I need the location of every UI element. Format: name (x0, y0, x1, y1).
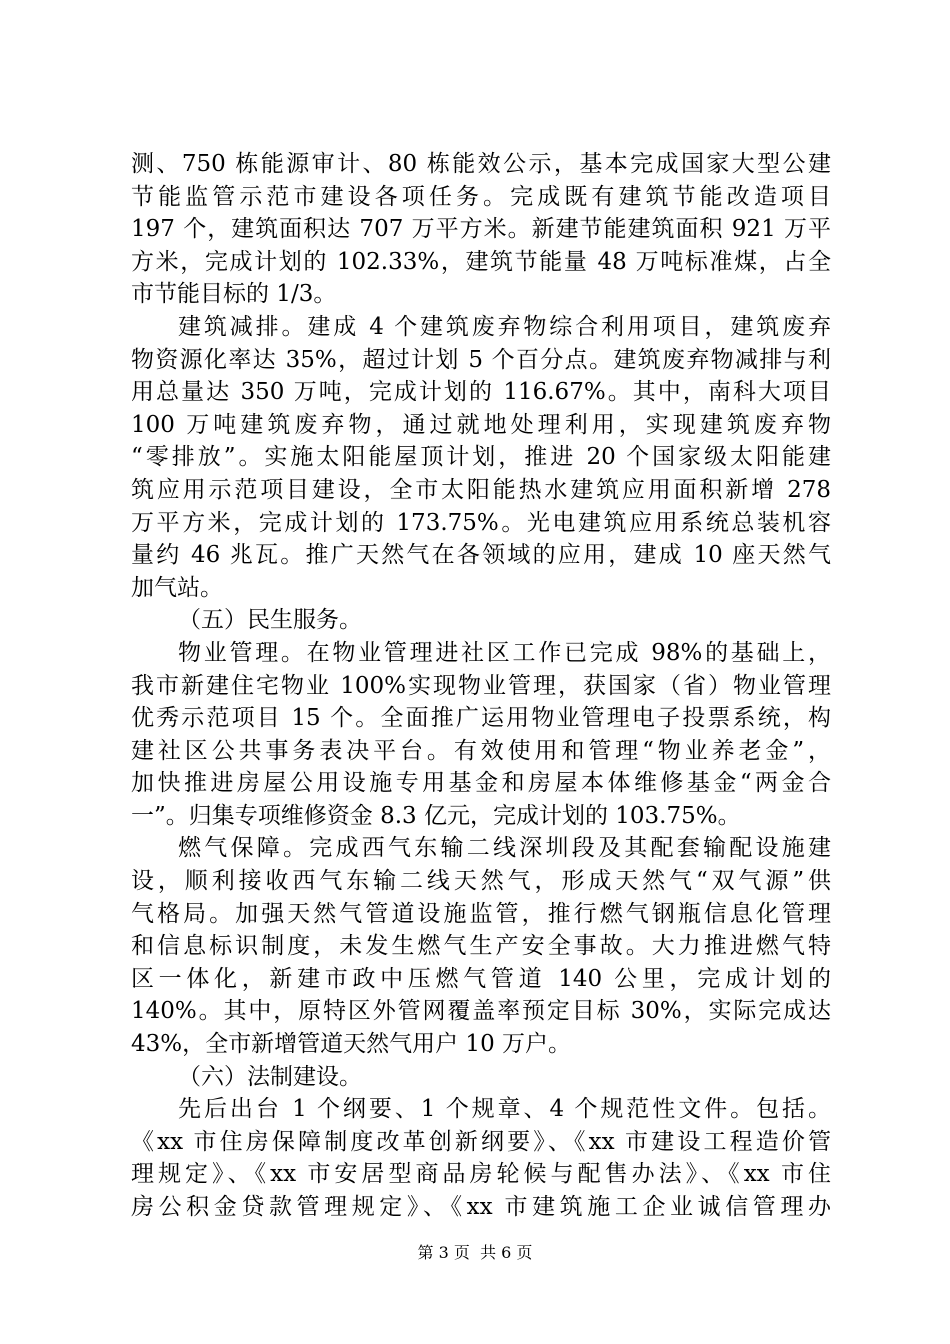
text-line: 用总量达 350 万吨，完成计划的 116.67%。其中，南科大项目 (131, 379, 831, 406)
document-body (131, 148, 831, 1224)
text-line: 市节能目标的 1/3。 (131, 281, 337, 308)
paragraph-start-property-management: 物业管理。在物业管理进社区工作已完成 98%的基础上， (178, 639, 831, 666)
text-line: 测、750 栋能源审计、80 栋能效公示，基本完成国家大型公建 (131, 151, 831, 177)
text-line: 万平方米，完成计划的 173.75%。光电建筑应用系统总装机容 (131, 509, 831, 536)
text-line: 197 个，建筑面积达 707 万平方米。新建节能建筑面积 921 万平 (131, 216, 831, 243)
text-line: 100 万吨建筑废弃物，通过就地处理利用，实现建筑废弃物 (131, 411, 831, 438)
text-line: 43%，全市新增管道天然气用户 10 万户。 (131, 1031, 572, 1058)
text-line: 区一体化，新建市政中压燃气管道 140 公里，完成计划的 (131, 965, 831, 992)
text-line: 筑应用示范项目建设，全市太阳能热水建筑应用面积新增 278 (131, 476, 831, 503)
text-line: “零排放”。实施太阳能屋顶计划，推进 20 个国家级太阳能建 (131, 444, 831, 471)
text-line: 设，顺利接收西气东输二线天然气，形成天然气“双气源”供 (131, 868, 831, 895)
paragraph-start-building-emission: 建筑减排。建成 4 个建筑废弃物综合利用项目，建筑废弃 (178, 313, 831, 340)
paragraph-start-regulations: 先后出台 1 个纲要、1 个规章、4 个规范性文件。包括。 (178, 1096, 831, 1123)
section-heading-legal: （六）法制建设。 (178, 1063, 362, 1090)
section-heading-livelihood: （五）民生服务。 (178, 607, 362, 634)
text-line: 优秀示范项目 15 个。全面推广运用物业管理电子投票系统，构 (131, 705, 831, 732)
page-footer (0, 1243, 950, 1263)
text-line: 建社区公共事务表决平台。有效使用和管理“物业养老金”， (131, 737, 831, 764)
paragraph-start-gas-supply: 燃气保障。完成西气东输二线深圳段及其配套输配设施建 (178, 835, 831, 862)
text-line: 和信息标识制度，未发生燃气生产安全事故。大力推进燃气特 (131, 933, 831, 960)
text-line: 一”。归集专项维修资金 8.3 亿元，完成计划的 103.75%。 (131, 802, 741, 829)
page-number: 第 3 页 (417, 1243, 470, 1262)
text-line: 量约 46 兆瓦。推广天然气在各领域的应用，建成 10 座天然气 (131, 542, 831, 569)
text-line: 房公积金贷款管理规定》、《xx 市建筑施工企业诚信管理办 (131, 1194, 831, 1220)
text-line: 物资源化率达 35%，超过计划 5 个百分点。建筑废弃物减排与利 (131, 346, 831, 373)
text-line: 方米，完成计划的 102.33%，建筑节能量 48 万吨标准煤，占全 (131, 248, 831, 275)
text-line: 加气站。 (131, 574, 223, 601)
text-line: 140%。其中，原特区外管网覆盖率预定目标 30%，实际完成达 (131, 998, 831, 1025)
text-line: 理规定》、《xx 市安居型商品房轮候与配售办法》、《xx 市住 (131, 1161, 831, 1188)
text-line: 气格局。加强天然气管道设施监管，推行燃气钢瓶信息化管理 (131, 900, 831, 927)
page-total: 共 6 页 (480, 1243, 533, 1262)
text-line: 节能监管示范市建设各项任务。完成既有建筑节能改造项目 (131, 183, 831, 210)
text-line: 《xx 市住房保障制度改革创新纲要》、《xx 市建设工程造价管 (131, 1128, 831, 1155)
text-line: 我市新建住宅物业 100%实现物业管理，获国家（省）物业管理 (131, 672, 831, 699)
text-line: 加快推进房屋公用设施专用基金和房屋本体维修基金“两金合 (131, 770, 831, 797)
